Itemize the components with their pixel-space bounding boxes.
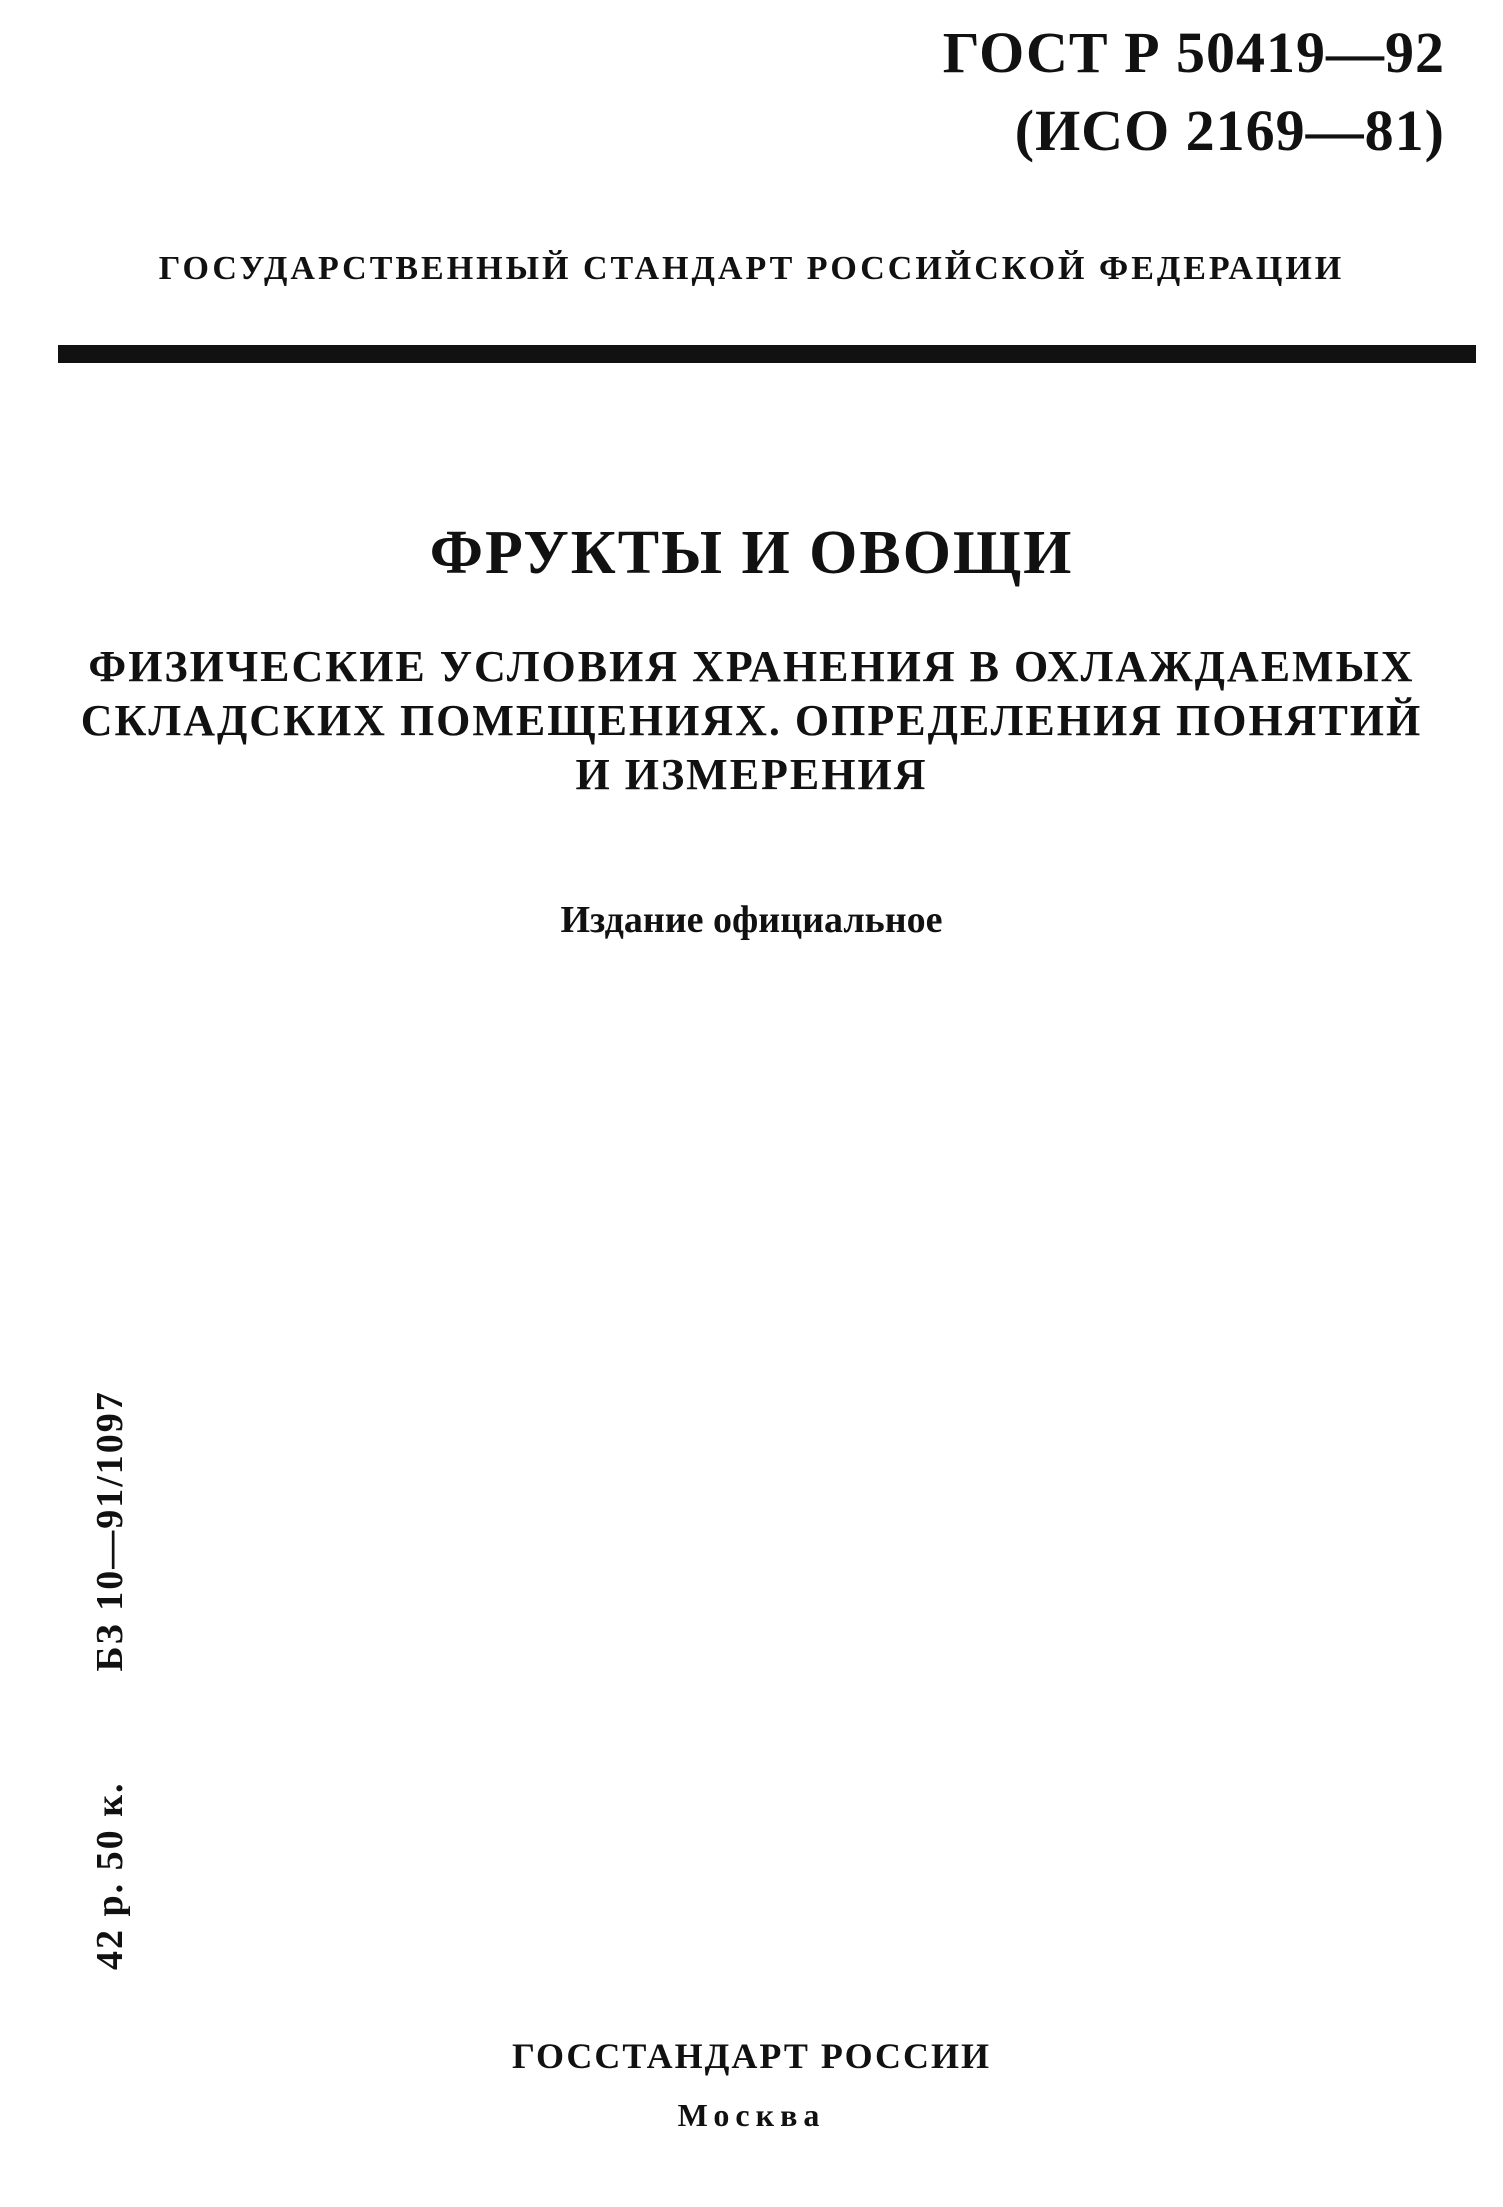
subtitle-line-3: И ИЗМЕРЕНИЯ (575, 750, 928, 799)
catalog-number: БЗ 10—91/1097 (89, 1390, 131, 1672)
price-label: 42 р. 50 к. (89, 1781, 131, 1970)
side-imprint (88, 1390, 132, 1970)
state-standard-heading: ГОСУДАРСТВЕННЫЙ СТАНДАРТ РОССИЙСКОЙ ФЕДЕРАЦИИ (158, 250, 1345, 287)
edition-label: Издание официальное (560, 899, 943, 941)
publisher-name: ГОССТАНДАРТ РОССИИ (511, 2036, 992, 2076)
publisher-city: Москва (677, 2097, 826, 2133)
subtitle-line-2: СКЛАДСКИХ ПОМЕЩЕНИЯХ. ОПРЕДЕЛЕНИЯ ПОНЯТИЙ (80, 696, 1423, 745)
subtitle-line-1: ФИЗИЧЕСКИЕ УСЛОВИЯ ХРАНЕНИЯ В ОХЛАЖДАЕМЫХ (88, 642, 1415, 691)
iso-reference: (ИСО 2169—81) (1014, 98, 1445, 163)
standard-number: ГОСТ Р 50419—92 (942, 20, 1445, 85)
document-title: ФРУКТЫ И ОВОЩИ (429, 519, 1074, 587)
standard-number-block (943, 14, 1445, 170)
header-divider (58, 345, 1476, 363)
document-subtitle (0, 640, 1503, 802)
